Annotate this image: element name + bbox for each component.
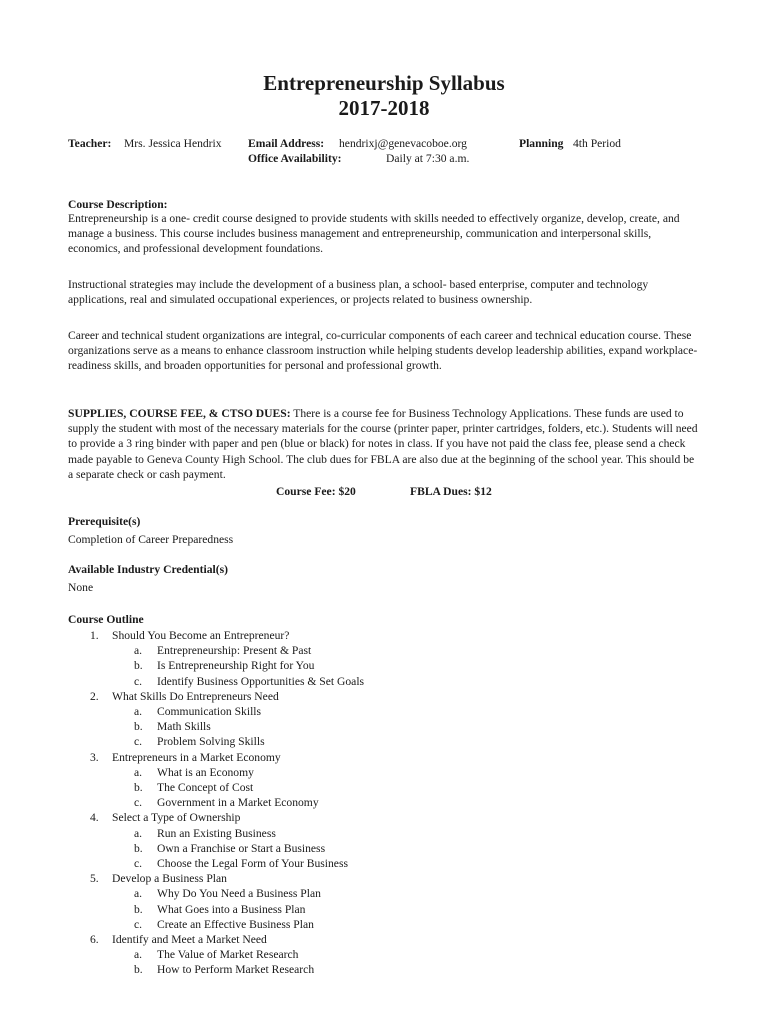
unit-number: 5. (90, 872, 99, 886)
outline-topic (68, 947, 708, 962)
topic-title: Run an Existing Business (157, 826, 276, 840)
topic-letter: a. (134, 765, 143, 779)
topic-title: Why Do You Need a Business Plan (157, 887, 321, 901)
topic-title: Identify Business Opportunities & Set Goals (157, 674, 365, 688)
outline-topic (68, 674, 708, 689)
outline-topic (68, 886, 708, 901)
topic-title: Communication Skills (157, 705, 262, 719)
topic-letter: b. (134, 841, 143, 855)
unit-title: Develop a Business Plan (112, 872, 227, 886)
topic-letter: c. (134, 917, 143, 931)
course-description-paragraph: Entrepreneurship is a one- credit course designed to provide students with skills needed to effectively organize, develop, create, and manage a business. This course includes business management and entrepreneurship, communication and interpersonal skills, economics, and professional development foundations. (68, 212, 680, 256)
topic-letter: b. (134, 902, 143, 916)
topic-title: What is an Economy (157, 765, 254, 779)
unit-title: What Skills Do Entrepreneurs Need (112, 689, 279, 703)
office-availability-value: Daily at 7:30 a.m. (386, 152, 470, 165)
course-description-heading: Course Description: (68, 198, 168, 211)
course-outline-heading: Course Outline (68, 613, 144, 626)
topic-title: The Value of Market Research (157, 948, 299, 962)
outline-topic (68, 826, 708, 841)
supplies-text: There is a course fee for Business Technology Applications. These funds are used to supply the student with most of the necessary materials for the course (printer paper, printer cartridges, folders, etc.). Students will need to provide a 3 ring binder with paper and pen (blue or black) for notes in class. If you have not paid the class fee, please send a check made payable to Geneva County High School. The club dues for FBLA are also due at the beginning of the school year. This should be a separate check or cash payment. (68, 407, 698, 481)
office-availability-label: Office Availability: (248, 152, 342, 165)
supplies-paragraph (68, 406, 700, 482)
topic-letter: c. (134, 674, 143, 688)
outline-topic (68, 734, 708, 749)
outline-unit (68, 810, 708, 871)
topic-title: Own a Franchise or Start a Business (157, 841, 326, 855)
topic-letter: c. (134, 796, 143, 810)
topic-letter: a. (134, 826, 143, 840)
outline-topic (68, 917, 708, 932)
ctso-paragraph: Career and technical student organizations are integral, co-curricular components of each career and technical education course. These organizations serve as a means to enhance classroom instruction while helping students develop leadership abilities, expand workplace-readiness skills, and broaden opportunities for personal and professional growth. (68, 329, 698, 373)
topic-title: The Concept of Cost (157, 781, 254, 795)
supplies-label: SUPPLIES, COURSE FEE, & CTSO DUES: (68, 407, 291, 420)
topic-title: Choose the Legal Form of Your Business (157, 857, 348, 871)
outline-topic (68, 643, 708, 658)
outline-topic (68, 780, 708, 795)
unit-title: Entrepreneurs in a Market Economy (112, 750, 281, 764)
unit-title: Select a Type of Ownership (112, 811, 241, 825)
topic-letter: c. (134, 735, 143, 749)
school-year: 2017-2018 (338, 96, 430, 120)
outline-unit (68, 628, 708, 689)
unit-number: 1. (90, 629, 99, 642)
fbla-dues: FBLA Dues: $12 (410, 485, 492, 498)
topic-title: How to Perform Market Research (157, 963, 315, 977)
topic-letter: b. (134, 659, 143, 673)
topic-title: Math Skills (157, 720, 211, 734)
outline-unit (68, 689, 708, 750)
topic-letter: b. (134, 781, 143, 795)
instructional-strategies-paragraph: Instructional strategies may include the development of a business plan, a school- based enterprise, computer and technology applications, real and simulated occupational experiences, or projects related to business ownership. (68, 278, 649, 307)
outline-unit (68, 871, 708, 932)
teacher-name: Mrs. Jessica Hendrix (124, 137, 222, 150)
outline-topic (68, 962, 708, 977)
topic-letter: a. (134, 948, 143, 962)
course-outline-list (68, 628, 708, 978)
prerequisite-heading: Prerequisite(s) (68, 515, 141, 528)
course-fee: Course Fee: $20 (276, 485, 356, 498)
topic-title: Problem Solving Skills (157, 735, 265, 749)
credential-heading: Available Industry Credential(s) (68, 563, 228, 576)
email-address: hendrixj@genevacoboe.org (339, 137, 467, 150)
outline-topic (68, 765, 708, 780)
outline-topic (68, 658, 708, 673)
unit-number: 2. (90, 689, 99, 703)
topic-letter: a. (134, 644, 143, 658)
email-label: Email Address: (248, 137, 325, 150)
topic-title: Government in a Market Economy (157, 796, 319, 810)
prerequisite-value: Completion of Career Preparedness (68, 533, 234, 546)
credential-value: None (68, 581, 94, 594)
topic-title: Is Entrepreneurship Right for You (157, 659, 315, 673)
planning-label: Planning (519, 137, 564, 150)
unit-title: Should You Become an Entrepreneur? (112, 629, 290, 642)
topic-letter: b. (134, 720, 143, 734)
outline-topic (68, 841, 708, 856)
outline-topic (68, 704, 708, 719)
outline-topic (68, 795, 708, 810)
topic-title: Entrepreneurship: Present & Past (157, 644, 312, 658)
topic-title: What Goes into a Business Plan (157, 902, 306, 916)
unit-number: 3. (90, 750, 99, 764)
unit-number: 6. (90, 933, 99, 947)
outline-topic (68, 856, 708, 871)
outline-topic (68, 902, 708, 917)
planning-value: 4th Period (573, 137, 621, 150)
topic-letter: a. (134, 705, 143, 719)
outline-topic (68, 719, 708, 734)
document-title: Entrepreneurship Syllabus (263, 71, 505, 95)
unit-title: Identify and Meet a Market Need (112, 933, 267, 947)
topic-letter: a. (134, 887, 143, 901)
outline-unit (68, 750, 708, 811)
topic-letter: b. (134, 963, 143, 977)
teacher-label: Teacher: (68, 137, 112, 150)
unit-number: 4. (90, 811, 99, 825)
topic-title: Create an Effective Business Plan (157, 917, 314, 931)
topic-letter: c. (134, 857, 143, 871)
outline-unit (68, 932, 708, 978)
